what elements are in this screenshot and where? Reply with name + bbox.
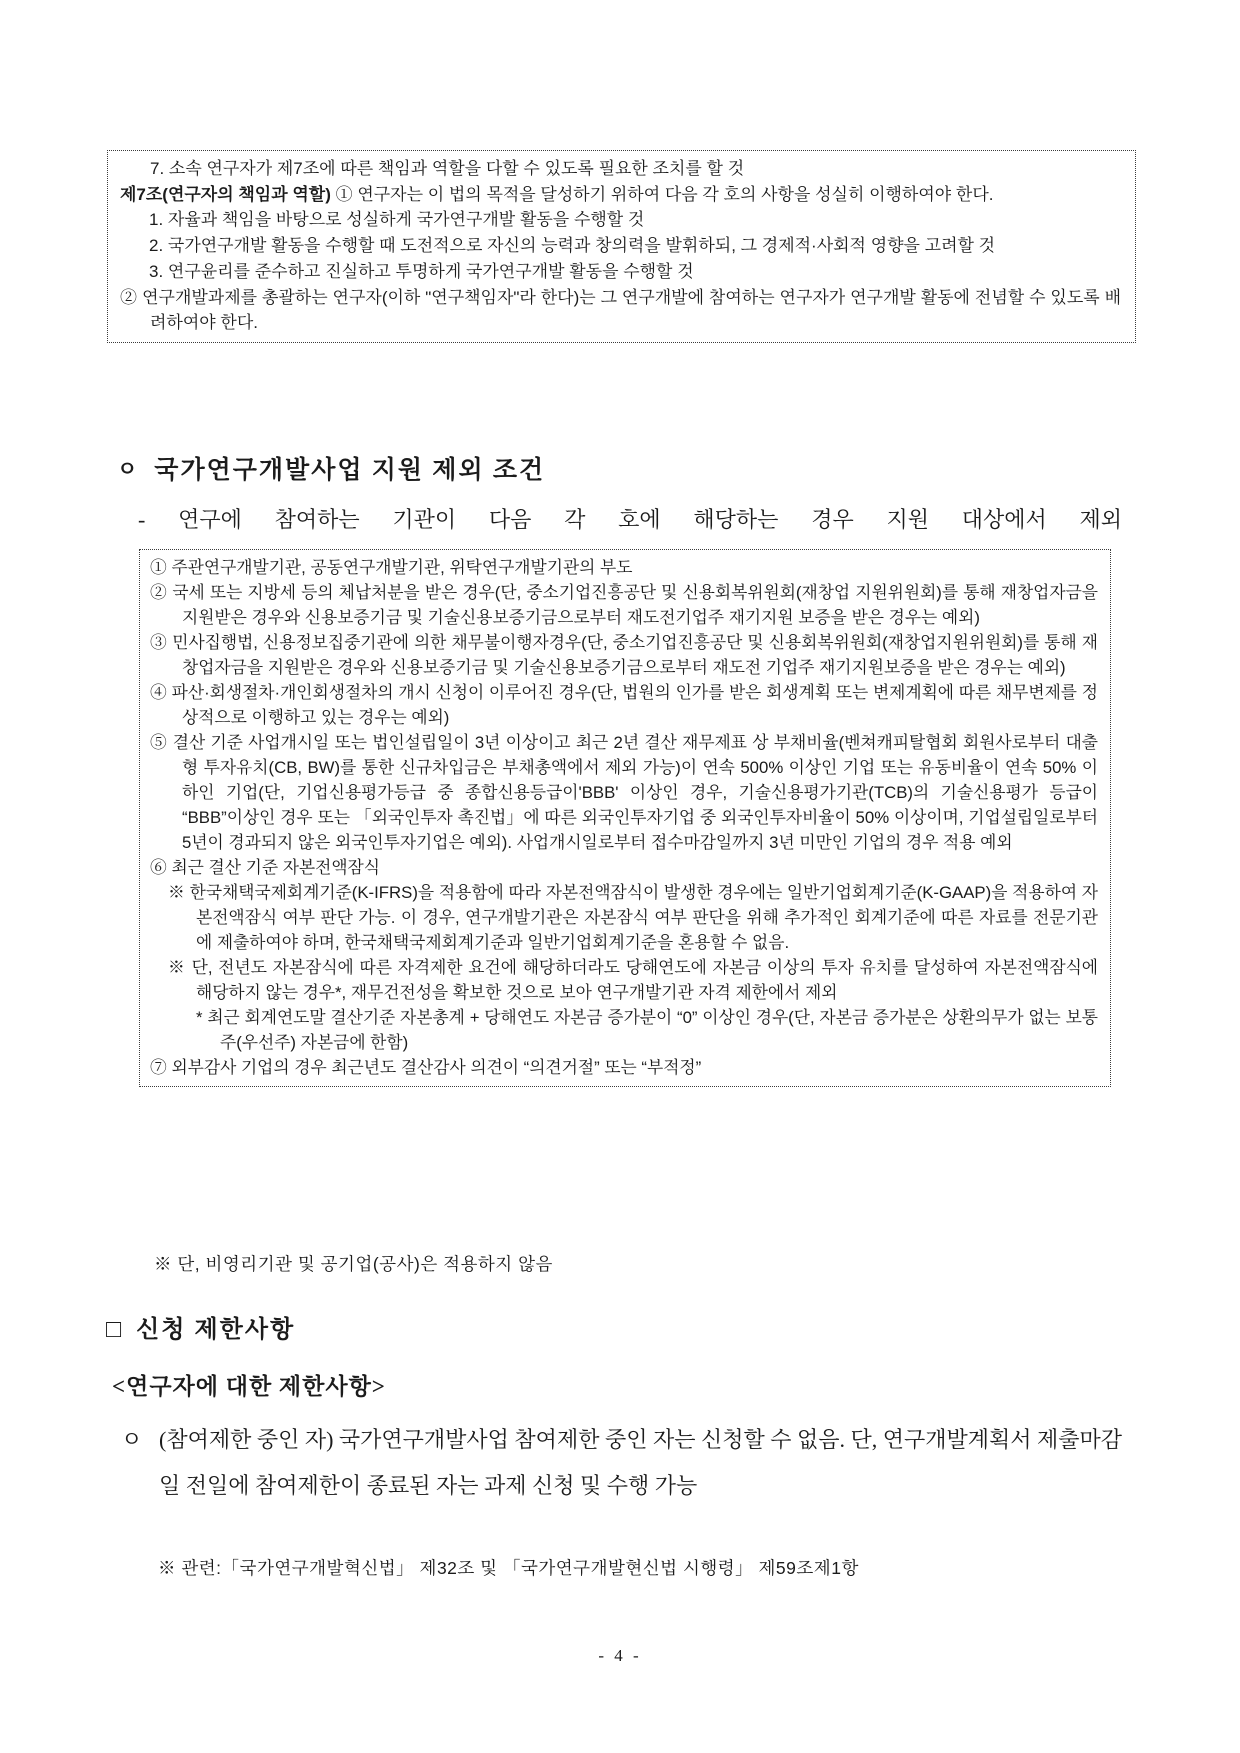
- exclusion-item-6: ⑥ 최근 결산 기준 자본전액잠식: [150, 858, 380, 877]
- section-title-restrictions: [106, 1309, 295, 1344]
- exclusion-conditions-box: [139, 549, 1111, 1087]
- exclusion-item-6-footnote: * 최근 회계연도말 결산기준 자본총계 + 당해연도 자본금 증가분이 “0” 이상인 경우(단, 자본금 증가분은 상환의무가 없는 보통주(우선주) 자본금에 한함): [196, 1008, 1098, 1052]
- circle-bullet-icon: ㅇ: [121, 1427, 143, 1452]
- exclusion-subtitle: - 연구에 참여하는 기관이 다음 각 호에 해당하는 경우 지원 대상에서 제외: [138, 507, 1122, 532]
- article7-sub3: 3. 연구윤리를 준수하고 진실하고 투명하게 국가연구개발 활동을 수행할 것: [149, 261, 694, 281]
- nonprofit-exception-note: ※ 단, 비영리기관 및 공기업(공사)은 적용하지 않음: [154, 1254, 553, 1274]
- section-title-exclusion: [117, 450, 545, 486]
- article7-clause1-body: ① 연구자는 이 법의 목적을 달성하기 위하여 다음 각 호의 사항을 성실히 이행하여야 한다.: [330, 184, 994, 204]
- article7-sub1: 1. 자율과 책임을 바탕으로 성실하게 국가연구개발 활동을 수행할 것: [149, 210, 645, 230]
- exclusion-item-6-note-2: ※ 단, 전년도 자본잠식에 따른 자격제한 요건에 해당하더라도 당해연도에 자본금 이상의 투자 유치를 달성하여 자본전액잠식에 해당하지 않는 경우*, 재무건전성을 확보한 것으로 보아 연구개발기관 자격 제한에서 제외: [168, 958, 1098, 1002]
- page-number: - 4 -: [598, 1646, 642, 1665]
- exclusion-item-7: ⑦ 외부감사 기업의 경우 최근년도 결산감사 의견이 “의견거절” 또는 “부적정”: [150, 1058, 702, 1077]
- section-title-restrictions-text: 신청 제한사항: [136, 1317, 296, 1343]
- exclusion-item-2: ② 국세 또는 지방세 등의 체납처분을 받은 경우(단, 중소기업진흥공단 및 신용회복위원회(재창업 지원위원회)를 통해 재창업자금을 지원받은 경우와 신용보증기금 및 기술신용보증기금으로부터 재도전기업주 재기지원 보증을 받은 경우는 예외): [150, 583, 1098, 627]
- related-law-note: ※ 관련:「국가연구개발혁신법」 제32조 및 「국가연구개발현신법 시행령」 제59조제1항: [158, 1558, 859, 1578]
- circle-bullet-icon: ㅇ: [117, 457, 140, 481]
- square-bullet-icon: □: [106, 1316, 124, 1343]
- exclusion-item-1: ① 주관연구개발기관, 공동연구개발기관, 위탁연구개발기관의 부도: [150, 558, 633, 577]
- article7-clause1: [120, 182, 1121, 208]
- article7-clause2: ② 연구개발과제를 총괄하는 연구자(이하 "연구책임자"라 한다)는 그 연구개발에 참여하는 연구자가 연구개발 활동에 전념할 수 있도록 배려하여야 한다.: [120, 287, 1121, 333]
- article7-quote-box: [107, 150, 1136, 343]
- article7-sub2: 2. 국가연구개발 활동을 수행할 때 도전적으로 자신의 능력과 창의력을 발휘하되, 그 경제적·사회적 영향을 고려할 것: [149, 236, 996, 256]
- section-title-exclusion-text: 국가연구개발사업 지원 제외 조건: [154, 457, 546, 484]
- article7-clause1-title: 제7조(연구자의 책임과 역할): [120, 184, 331, 204]
- participation-restriction-paragraph: [121, 1417, 1122, 1509]
- exclusion-item-5: ⑤ 결산 기준 사업개시일 또는 법인설립일이 3년 이상이고 최근 2년 결산 재무제표 상 부채비율(벤쳐캐피탈협회 회원사로부터 대출형 투자유치(CB, BW)를 통한 신규차입금은 부채총액에서 제외 가능)이 연속 500% 이상인 기업 또는 유동비율이 연속 50% 이하인 기업(단, 기업신용평가등급 중 종합신용등급이'BBB' 이상인 경우, 기술신용평가기관(TCB)의 기술신용평가 등급이 “BBB”이상인 경우 또는 「외국인투자 촉진법」에 따른 외국인투자기업 중 외국인투자비율이 50% 이상이며, 기업설립일로부터 5년이 경과되지 않은 외국인투자기업은 예외). 사업개시일로부터 접수마감일까지 3년 미만인 기업의 경우 적용 예외: [150, 733, 1098, 852]
- exclusion-item-4: ④ 파산·회생절차·개인회생절차의 개시 신청이 이루어진 경우(단, 법원의 인가를 받은 회생계획 또는 변제계획에 따른 채무변제를 정상적으로 이행하고 있는 경우는 예외): [150, 683, 1098, 727]
- participation-restriction-text: (참여제한 중인 자) 국가연구개발사업 참여제한 중인 자는 신청할 수 없음. 단, 연구개발계획서 제출마감일 전일에 참여제한이 종료된 자는 과제 신청 및 수행 가능: [159, 1427, 1122, 1498]
- exclusion-item-3: ③ 민사집행법, 신용정보집중기관에 의한 채무불이행자경우(단, 중소기업진흥공단 및 신용회복위원회(재창업지원위원회)를 통해 재창업자금을 지원받은 경우와 신용보증기금 및 기술신용보증기금으로부터 재도전 기업주 재기지원보증을 받은 경우는 예외): [150, 633, 1098, 677]
- article7-item7: 7. 소속 연구자가 제7조에 따른 책임과 역할을 다할 수 있도록 필요한 조치를 할 것: [150, 159, 745, 178]
- researcher-restrictions-subheading: <연구자에 대한 제한사항>: [112, 1374, 386, 1399]
- exclusion-item-6-note-1: ※ 한국채택국제회계기준(K-IFRS)을 적용함에 따라 자본전액잠식이 발생한 경우에는 일반기업회계기준(K-GAAP)을 적용하여 자본전액잠식 여부 판단 가능. 이 경우, 연구개발기관은 자본잠식 여부 판단을 위해 추가적인 회계기준에 따른 자료를 전문기관에 제출하여야 하며, 한국채택국제회계기준과 일반기업회계기준을 혼용할 수 없음.: [168, 883, 1098, 952]
